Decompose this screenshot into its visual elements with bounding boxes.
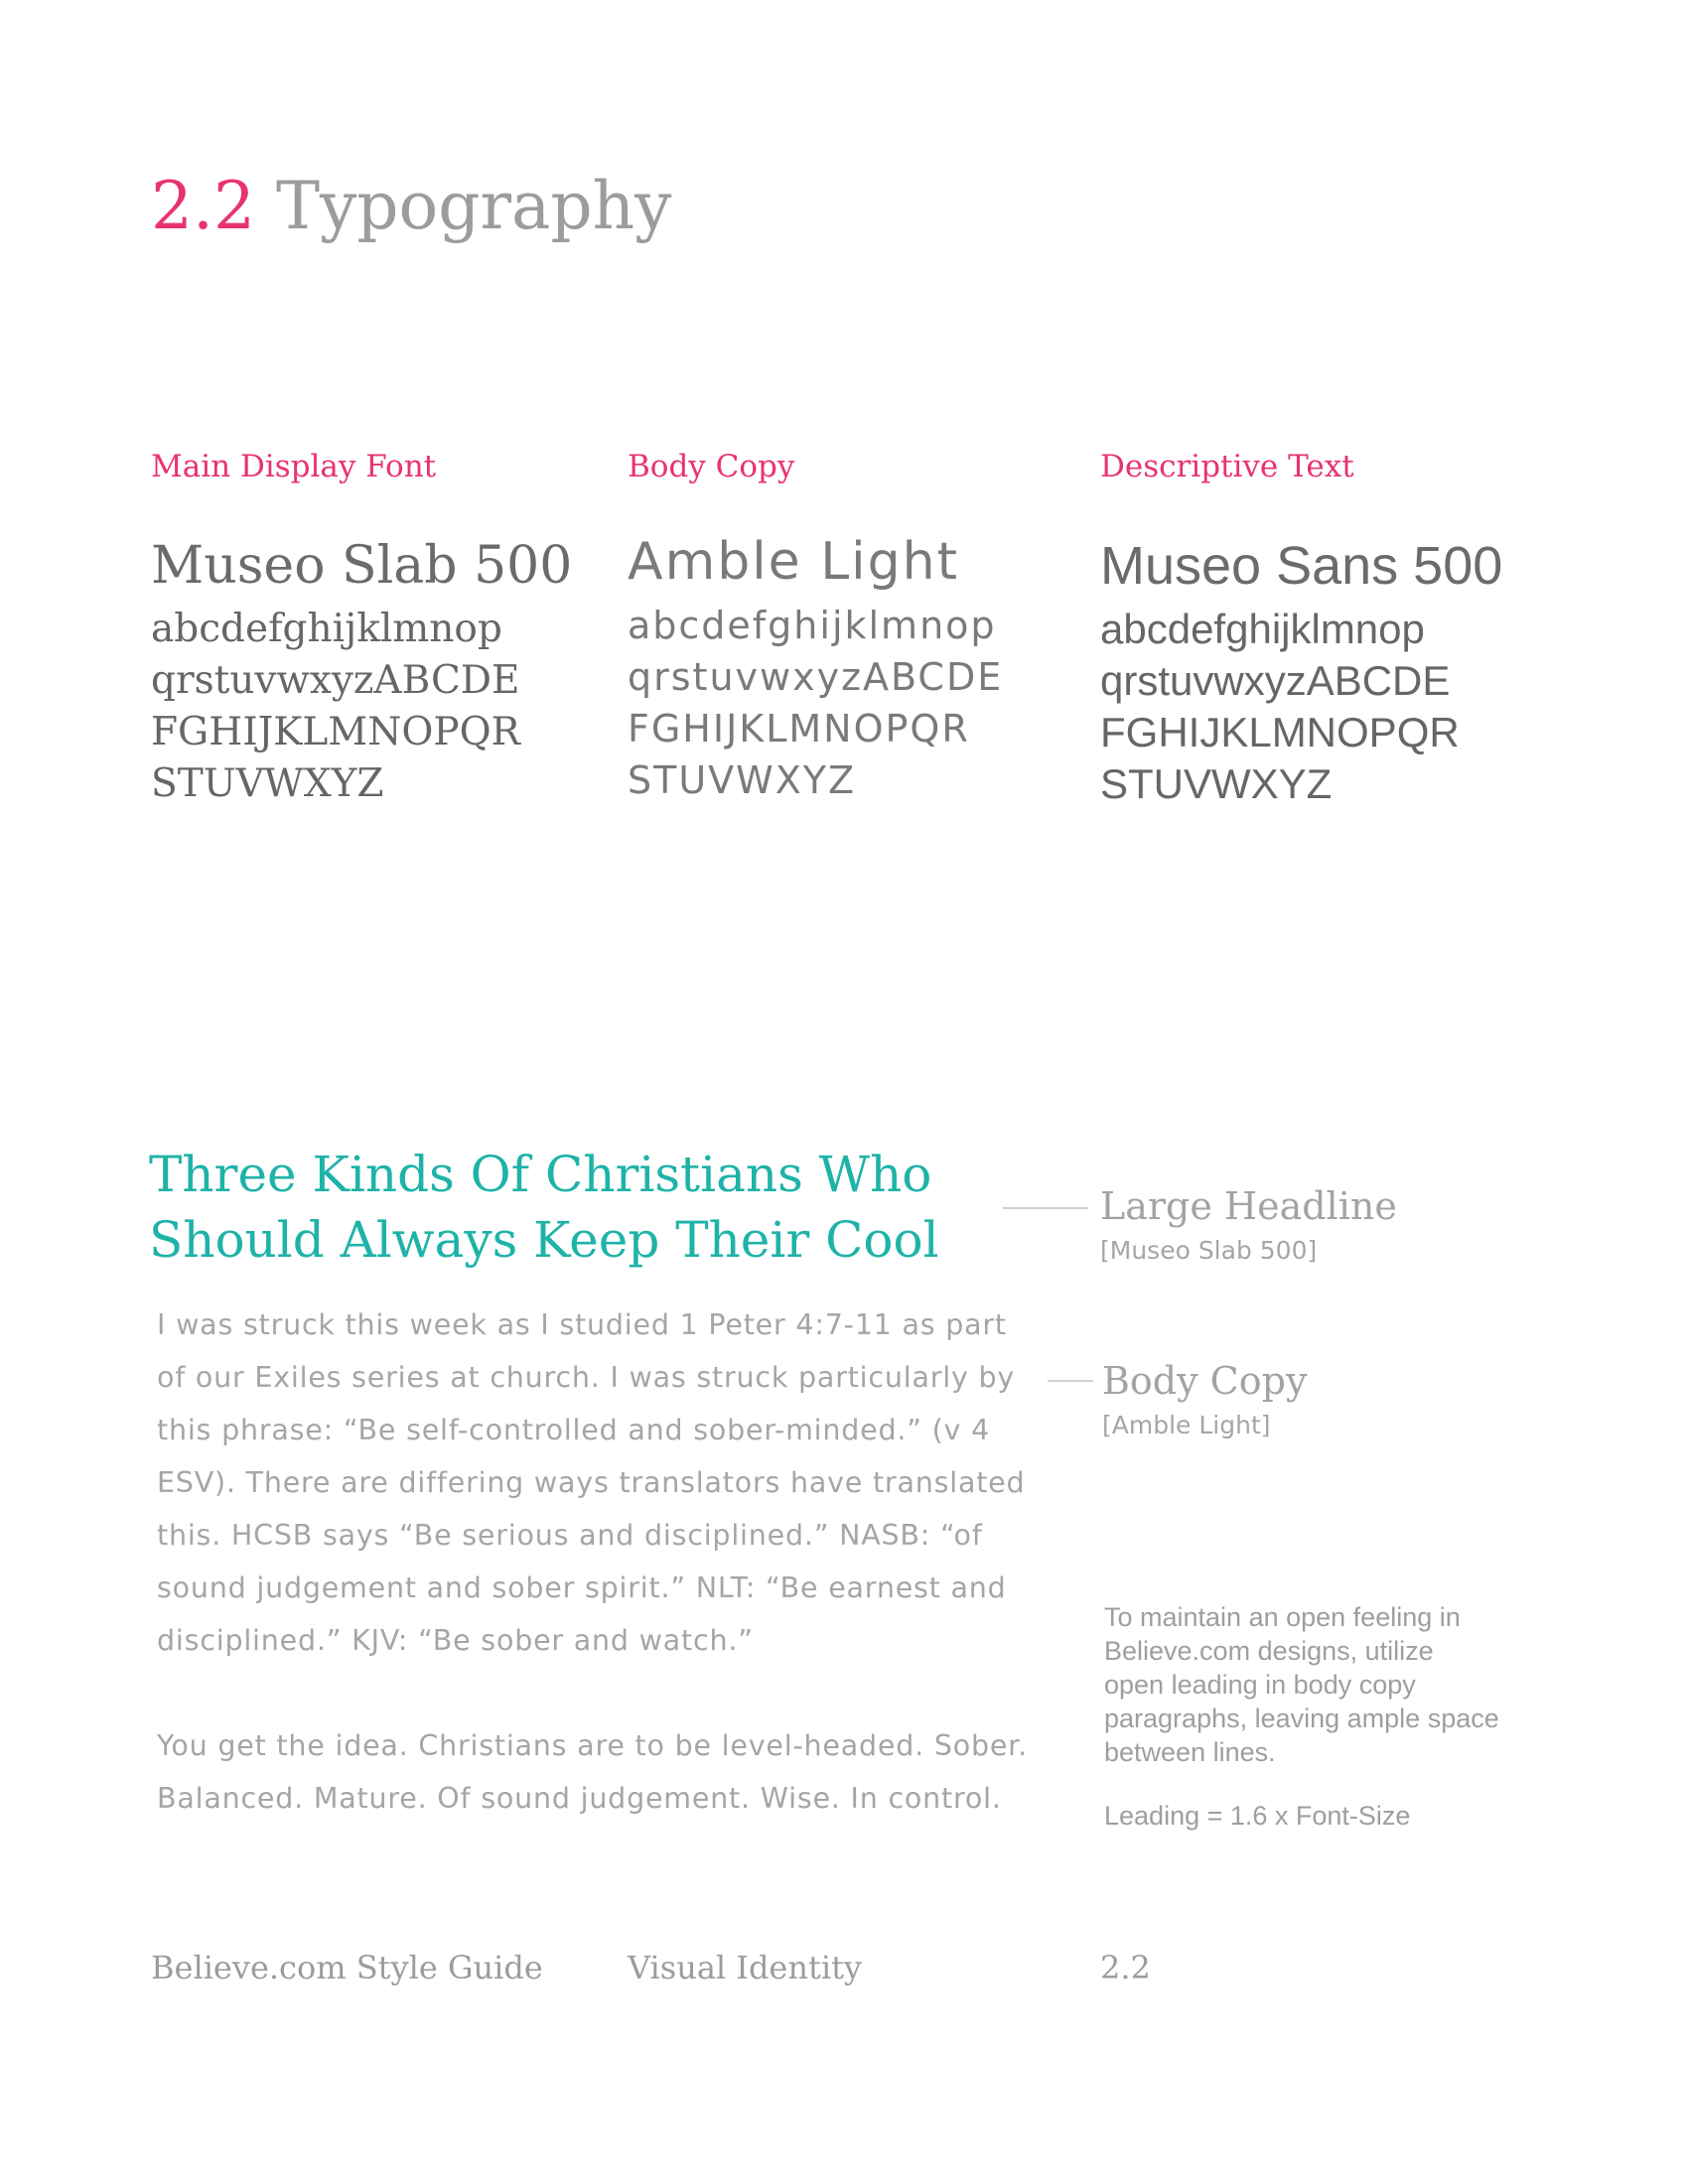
callout-font-note: [Amble Light] [1102,1411,1271,1439]
font-name: Museo Sans 500 [1100,536,1503,596]
footer-guide-title: Believe.com Style Guide [151,1949,543,1986]
body-line: sound judgement and sober spirit.” NLT: “Be earnest and [157,1571,1007,1604]
alphabet-line: FGHIJKLMNOPQR [151,710,520,754]
headline-connector-line [1003,1207,1088,1209]
alphabet-line: STUVWXYZ [628,758,856,802]
headline-line: Should Always Keep Their Cool [149,1211,939,1269]
alphabet-line: qrstuvwxyzABCDE [1100,657,1451,704]
font-role-label: Descriptive Text [1100,449,1354,484]
body-paragraph [157,1298,1051,1667]
footer-section-name: Visual Identity [628,1949,862,1986]
headline-callout [1100,1183,1397,1267]
footer-page-number: 2.2 [1100,1949,1151,1986]
alphabet-line: STUVWXYZ [1100,760,1333,807]
leading-description [1104,1600,1551,1769]
alphabet-line: abcdefghijklmnop [628,604,997,647]
font-role-label: Body Copy [628,449,795,484]
callout-font-note: [Museo Slab 500] [1100,1236,1318,1265]
body-callout [1102,1358,1307,1441]
callout-title: Large Headline [1100,1184,1397,1228]
body-line: You get the idea. Christians are to be level-headed. Sober. [157,1729,1028,1762]
font-specimen-descriptive [1100,447,1567,810]
alphabet-sample [151,604,618,810]
leading-guidance-note [1104,1600,1551,1833]
alphabet-sample [1100,604,1567,810]
alphabet-line: FGHIJKLMNOPQR [628,707,970,751]
section-name: Typography [275,168,672,244]
body-line: this phrase: “Be self-controlled and sober-minded.” (v 4 [157,1414,991,1446]
font-specimen-display [151,447,618,810]
font-specimen-body [628,447,1094,806]
alphabet-line: abcdefghijklmnop [1100,606,1425,652]
body-line: disciplined.” KJV: “Be sober and watch.” [157,1624,754,1657]
alphabet-line: qrstuvwxyzABCDE [151,658,520,703]
note-line: paragraphs, leaving ample space [1104,1704,1499,1733]
leading-formula: Leading = 1.6 x Font-Size [1104,1801,1411,1831]
alphabet-sample [628,600,1094,806]
font-role-label: Main Display Font [151,449,437,484]
page-title [151,167,671,246]
section-number: 2.2 [151,168,255,244]
example-body-copy [157,1298,1051,1825]
body-line: of our Exiles series at church. I was struck particularly by [157,1361,1016,1394]
note-line: Believe.com designs, utilize [1104,1636,1434,1666]
body-line: I was struck this week as I studied 1 Peter 4:7-11 as part [157,1308,1007,1341]
alphabet-line: abcdefghijklmnop [151,607,502,651]
body-connector-line [1048,1380,1093,1382]
note-line: open leading in body copy [1104,1670,1416,1700]
alphabet-line: STUVWXYZ [151,761,384,806]
body-paragraph [157,1719,1051,1825]
alphabet-line: FGHIJKLMNOPQR [1100,709,1460,755]
body-line: ESV). There are differing ways translators have translated [157,1466,1026,1499]
headline-line: Three Kinds Of Christians Who [149,1146,932,1203]
body-line: Balanced. Mature. Of sound judgement. Wise. In control. [157,1782,1002,1815]
font-name: Museo Slab 500 [151,536,573,596]
example-headline [149,1142,1023,1273]
note-line: between lines. [1104,1737,1276,1767]
font-name: Amble Light [628,532,959,592]
alphabet-line: qrstuvwxyzABCDE [628,655,1004,699]
body-line: this. HCSB says “Be serious and disciplined.” NASB: “of [157,1519,983,1552]
callout-title: Body Copy [1102,1359,1308,1403]
note-line: To maintain an open feeling in [1104,1602,1461,1632]
